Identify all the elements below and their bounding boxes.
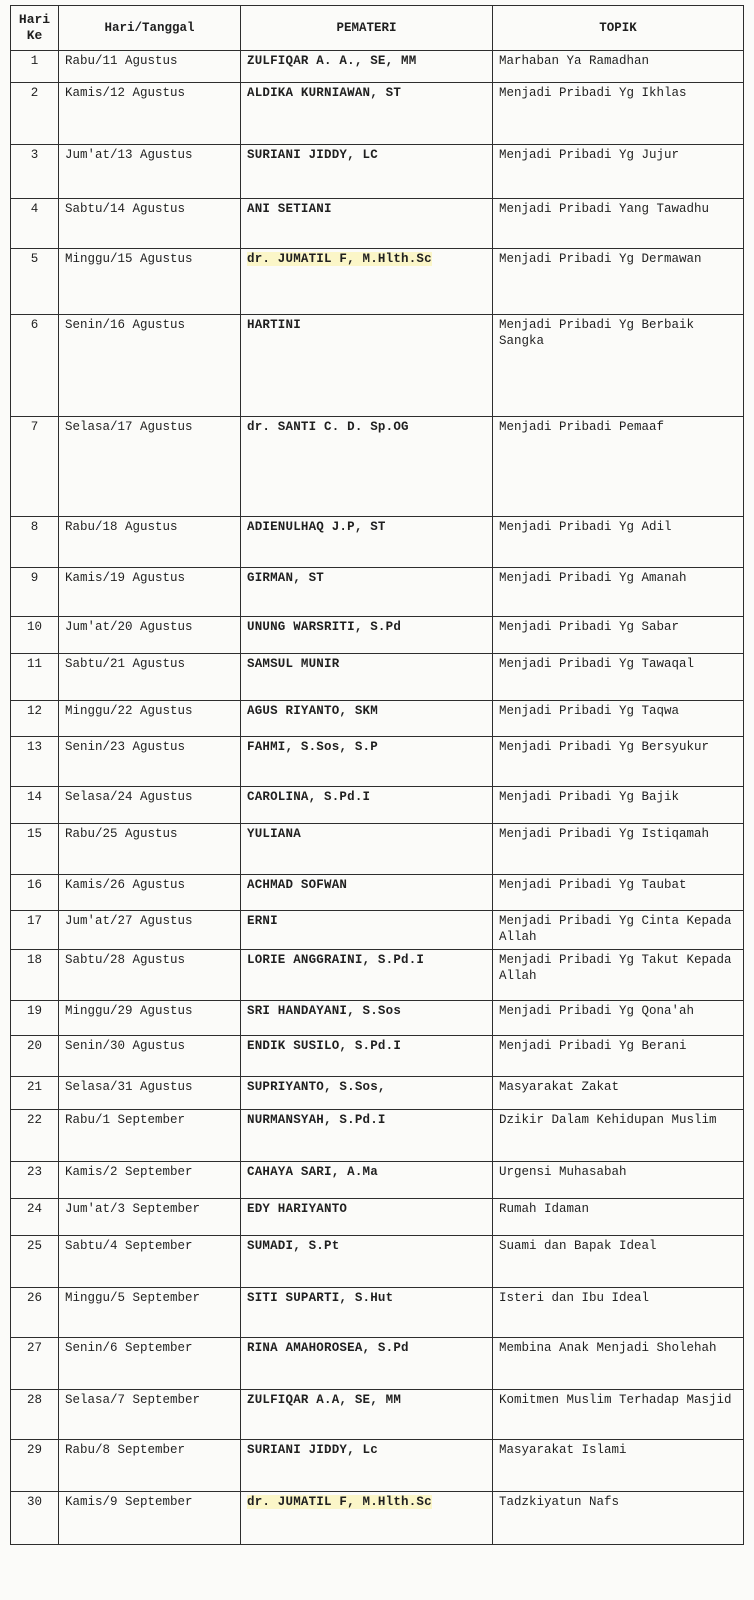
row-topic: Isteri dan Ibu Ideal [493, 1288, 744, 1338]
row-topic: Komitmen Muslim Terhadap Masjid [493, 1390, 744, 1440]
row-speaker: SUMADI, S.Pt [241, 1236, 493, 1288]
row-topic: Menjadi Pribadi Yg Takut Kepada Allah [493, 950, 744, 1001]
row-speaker: ACHMAD SOFWAN [241, 875, 493, 911]
row-date: Rabu/8 September [59, 1440, 241, 1492]
table-row [11, 1199, 744, 1236]
row-speaker: CAHAYA SARI, A.Ma [241, 1162, 493, 1199]
table-row [11, 1390, 744, 1440]
table-row [11, 824, 744, 875]
row-speaker: UNUNG WARSRITI, S.Pd [241, 617, 493, 654]
row-date: Selasa/31 Agustus [59, 1077, 241, 1110]
row-number: 19 [11, 1001, 59, 1036]
table-row [11, 701, 744, 737]
row-date: Kamis/19 Agustus [59, 568, 241, 617]
row-number: 16 [11, 875, 59, 911]
row-number: 2 [11, 83, 59, 145]
row-speaker: ANI SETIANI [241, 199, 493, 249]
table-row [11, 517, 744, 568]
row-number: 3 [11, 145, 59, 199]
row-number: 7 [11, 417, 59, 517]
row-number: 18 [11, 950, 59, 1001]
table-row [11, 654, 744, 701]
row-topic: Menjadi Pribadi Yg Dermawan [493, 249, 744, 315]
row-date: Selasa/17 Agustus [59, 417, 241, 517]
table-row [11, 617, 744, 654]
row-topic: Masyarakat Zakat [493, 1077, 744, 1110]
header-tanggal: Hari/Tanggal [59, 6, 241, 51]
row-date: Sabtu/4 September [59, 1236, 241, 1288]
row-topic: Masyarakat Islami [493, 1440, 744, 1492]
row-number: 13 [11, 737, 59, 787]
row-number: 9 [11, 568, 59, 617]
row-date: Jum'at/13 Agustus [59, 145, 241, 199]
row-date: Sabtu/21 Agustus [59, 654, 241, 701]
row-date: Senin/16 Agustus [59, 315, 241, 417]
row-date: Senin/23 Agustus [59, 737, 241, 787]
row-date: Jum'at/27 Agustus [59, 911, 241, 950]
row-number: 20 [11, 1036, 59, 1077]
row-number: 10 [11, 617, 59, 654]
row-number: 30 [11, 1492, 59, 1545]
table-row [11, 1110, 744, 1162]
row-number: 29 [11, 1440, 59, 1492]
row-number: 27 [11, 1338, 59, 1390]
row-speaker: ZULFIQAR A. A., SE, MM [241, 51, 493, 83]
row-number: 15 [11, 824, 59, 875]
table-row [11, 1077, 744, 1110]
table-row [11, 1288, 744, 1338]
row-date: Kamis/12 Agustus [59, 83, 241, 145]
row-topic: Menjadi Pribadi Yg Adil [493, 517, 744, 568]
highlighted-speaker: dr. JUMATIL F, M.Hlth.Sc [247, 1495, 432, 1509]
row-number: 6 [11, 315, 59, 417]
row-speaker: SURIANI JIDDY, LC [241, 145, 493, 199]
row-speaker: ALDIKA KURNIAWAN, ST [241, 83, 493, 145]
row-speaker: ENDIK SUSILO, S.Pd.I [241, 1036, 493, 1077]
row-number: 26 [11, 1288, 59, 1338]
row-date: Kamis/9 September [59, 1492, 241, 1545]
table-row [11, 737, 744, 787]
header-pemateri: PEMATERI [241, 6, 493, 51]
row-speaker: HARTINI [241, 315, 493, 417]
row-date: Sabtu/28 Agustus [59, 950, 241, 1001]
row-speaker: ERNI [241, 911, 493, 950]
row-speaker: ADIENULHAQ J.P, ST [241, 517, 493, 568]
row-topic: Menjadi Pribadi Yg Sabar [493, 617, 744, 654]
row-number: 25 [11, 1236, 59, 1288]
row-topic: Menjadi Pribadi Yg Bajik [493, 787, 744, 824]
row-topic: Menjadi Pribadi Pemaaf [493, 417, 744, 517]
highlighted-speaker: dr. JUMATIL F, M.Hlth.Sc [247, 252, 432, 266]
row-topic: Menjadi Pribadi Yg Qona'ah [493, 1001, 744, 1036]
table-row [11, 1001, 744, 1036]
table-row [11, 911, 744, 950]
row-topic: Menjadi Pribadi Yg Berbaik Sangka [493, 315, 744, 417]
row-date: Rabu/25 Agustus [59, 824, 241, 875]
row-number: 14 [11, 787, 59, 824]
row-speaker: SAMSUL MUNIR [241, 654, 493, 701]
row-speaker: SUPRIYANTO, S.Sos, [241, 1077, 493, 1110]
row-date: Kamis/26 Agustus [59, 875, 241, 911]
row-number: 28 [11, 1390, 59, 1440]
row-number: 5 [11, 249, 59, 315]
row-speaker: EDY HARIYANTO [241, 1199, 493, 1236]
table-row [11, 950, 744, 1001]
table-row [11, 1236, 744, 1288]
row-date: Minggu/29 Agustus [59, 1001, 241, 1036]
table-row [11, 1338, 744, 1390]
row-speaker: GIRMAN, ST [241, 568, 493, 617]
row-speaker [241, 249, 493, 315]
table-row [11, 1162, 744, 1199]
row-topic: Menjadi Pribadi Yg Bersyukur [493, 737, 744, 787]
row-topic: Dzikir Dalam Kehidupan Muslim [493, 1110, 744, 1162]
table-row [11, 1036, 744, 1077]
row-date: Minggu/15 Agustus [59, 249, 241, 315]
row-date: Selasa/24 Agustus [59, 787, 241, 824]
row-date: Rabu/11 Agustus [59, 51, 241, 83]
table-row [11, 1440, 744, 1492]
row-number: 17 [11, 911, 59, 950]
row-date: Minggu/22 Agustus [59, 701, 241, 737]
row-topic: Tadzkiyatun Nafs [493, 1492, 744, 1545]
row-speaker: RINA AMAHOROSEA, S.Pd [241, 1338, 493, 1390]
row-number: 8 [11, 517, 59, 568]
table-row [11, 417, 744, 517]
row-topic: Urgensi Muhasabah [493, 1162, 744, 1199]
row-date: Rabu/18 Agustus [59, 517, 241, 568]
row-date: Jum'at/20 Agustus [59, 617, 241, 654]
row-speaker: SRI HANDAYANI, S.Sos [241, 1001, 493, 1036]
row-speaker [241, 1492, 493, 1545]
row-date: Selasa/7 September [59, 1390, 241, 1440]
row-date: Rabu/1 September [59, 1110, 241, 1162]
row-number: 23 [11, 1162, 59, 1199]
row-date: Senin/6 September [59, 1338, 241, 1390]
row-topic: Marhaban Ya Ramadhan [493, 51, 744, 83]
row-number: 1 [11, 51, 59, 83]
row-topic: Membina Anak Menjadi Sholehah [493, 1338, 744, 1390]
row-topic: Menjadi Pribadi Yg Ikhlas [493, 83, 744, 145]
row-speaker: LORIE ANGGRAINI, S.Pd.I [241, 950, 493, 1001]
row-speaker: FAHMI, S.Sos, S.P [241, 737, 493, 787]
row-speaker: NURMANSYAH, S.Pd.I [241, 1110, 493, 1162]
schedule-table [10, 5, 744, 1545]
row-number: 22 [11, 1110, 59, 1162]
row-date: Senin/30 Agustus [59, 1036, 241, 1077]
header-hari-ke: Hari Ke [11, 6, 59, 51]
row-speaker: SITI SUPARTI, S.Hut [241, 1288, 493, 1338]
row-topic: Menjadi Pribadi Yg Amanah [493, 568, 744, 617]
row-speaker: dr. SANTI C. D. Sp.OG [241, 417, 493, 517]
row-topic: Rumah Idaman [493, 1199, 744, 1236]
row-speaker: CAROLINA, S.Pd.I [241, 787, 493, 824]
row-number: 21 [11, 1077, 59, 1110]
row-number: 24 [11, 1199, 59, 1236]
row-topic: Menjadi Pribadi Yg Istiqamah [493, 824, 744, 875]
row-speaker: ZULFIQAR A.A, SE, MM [241, 1390, 493, 1440]
row-topic: Menjadi Pribadi Yg Jujur [493, 145, 744, 199]
table-row [11, 787, 744, 824]
row-speaker: YULIANA [241, 824, 493, 875]
header-row [11, 6, 744, 51]
row-speaker: SURIANI JIDDY, Lc [241, 1440, 493, 1492]
row-topic: Menjadi Pribadi Yg Berani [493, 1036, 744, 1077]
row-topic: Menjadi Pribadi Yg Tawaqal [493, 654, 744, 701]
row-date: Kamis/2 September [59, 1162, 241, 1199]
table-row [11, 875, 744, 911]
row-date: Sabtu/14 Agustus [59, 199, 241, 249]
row-speaker: AGUS RIYANTO, SKM [241, 701, 493, 737]
row-topic: Suami dan Bapak Ideal [493, 1236, 744, 1288]
table-row [11, 568, 744, 617]
table-row [11, 1492, 744, 1545]
row-number: 4 [11, 199, 59, 249]
row-number: 11 [11, 654, 59, 701]
row-topic: Menjadi Pribadi Yg Taqwa [493, 701, 744, 737]
header-topik: TOPIK [493, 6, 744, 51]
row-date: Minggu/5 September [59, 1288, 241, 1338]
row-number: 12 [11, 701, 59, 737]
table-row [11, 51, 744, 83]
table-row [11, 145, 744, 199]
table-row [11, 315, 744, 417]
table-row [11, 199, 744, 249]
row-topic: Menjadi Pribadi Yg Cinta Kepada Allah [493, 911, 744, 950]
row-topic: Menjadi Pribadi Yang Tawadhu [493, 199, 744, 249]
row-date: Jum'at/3 September [59, 1199, 241, 1236]
table-row [11, 249, 744, 315]
table-row [11, 83, 744, 145]
row-topic: Menjadi Pribadi Yg Taubat [493, 875, 744, 911]
